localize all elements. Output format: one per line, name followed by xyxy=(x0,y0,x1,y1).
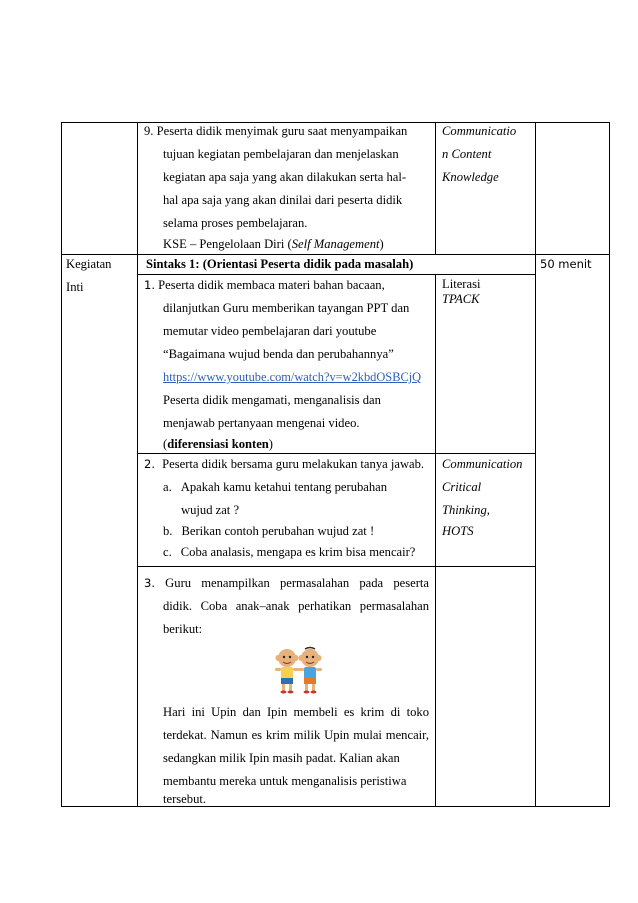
step2-skill-4: HOTS xyxy=(442,524,474,538)
step1-line-6: Peserta didik mengamati, menganalisis dan xyxy=(163,393,381,407)
row-divider-3 xyxy=(137,453,535,454)
col-divider-2 xyxy=(435,122,436,254)
step2-line-1: 2. Peserta didik bersama guru melakukan tanya jawab. xyxy=(144,457,425,471)
step1-skill-2: TPACK xyxy=(442,292,480,306)
row-divider-4 xyxy=(137,566,535,567)
step3-line-2: didik. Coba anak–anak perhatikan permasalahan xyxy=(163,599,429,613)
duration: 50 menit xyxy=(540,257,592,271)
row1-skill-1: Communicatio xyxy=(442,124,517,138)
step2-skill-1: Communication xyxy=(442,457,523,471)
boy-right xyxy=(298,648,322,694)
table-bottom-border xyxy=(61,806,609,807)
row1-kse: KSE – Pengelolaan Diri (Self Management) xyxy=(163,237,384,251)
row1-line-4: hal apa saja yang akan dinilai dari peserta didik xyxy=(163,193,403,207)
step3-line-1: 3. Guru menampilkan permasalahan pada peserta xyxy=(144,576,429,590)
row1-skill-3: Knowledge xyxy=(442,170,499,184)
step2-skill-2: Critical xyxy=(442,480,482,494)
step2-skill-3: Thinking, xyxy=(442,503,490,517)
row1-line-5: selama proses pembelajaran. xyxy=(163,216,308,230)
row1-line-1: 9. Peserta didik menyimak guru saat menyampaikan xyxy=(144,124,408,138)
step1-line-7: menjawab pertanyaan mengenai video. xyxy=(163,416,360,430)
step2-item-c: c. Coba analasis, mengapa es krim bisa mencair? xyxy=(163,545,416,559)
stage-label-line1: Kegiatan xyxy=(66,257,112,271)
row1-line-2: tujuan kegiatan pembelajaran dan menjelaskan xyxy=(163,147,399,161)
row1-skill-2: n Content xyxy=(442,147,492,161)
step2-item-a-cont: wujud zat ? xyxy=(181,503,240,517)
step1-line-4: “Bagaimana wujud benda dan perubahannya” xyxy=(163,347,394,361)
youtube-link[interactable]: https://www.youtube.com/watch?v=w2kbdOSBCjQ xyxy=(163,370,422,384)
step1-differentiation: (diferensiasi konten) xyxy=(163,437,273,451)
table-right-border xyxy=(609,122,610,807)
boy-left xyxy=(275,649,299,694)
col-divider-1 xyxy=(137,122,138,807)
table-left-border xyxy=(61,122,62,807)
upin-ipin-illustration xyxy=(272,644,326,694)
story-line-3: sedangkan milik Ipin masih padat. Kalian akan xyxy=(163,751,400,765)
story-line-2: terdekat. Namun es krim milik Upin mulai mencair, xyxy=(163,728,429,742)
step2-item-b: b. Berikan contoh perubahan wujud zat ! xyxy=(163,524,375,538)
row-divider-2 xyxy=(137,274,535,275)
story-line-1: Hari ini Upin dan Ipin membeli es krim di toko xyxy=(163,705,429,719)
step1-line-1: 1. Peserta didik membaca materi bahan bacaan, xyxy=(144,278,385,292)
step2-item-a: a. Apakah kamu ketahui tentang perubahan xyxy=(163,480,388,494)
story-line-4: membantu mereka untuk menganalisis peristiwa xyxy=(163,774,407,788)
col-divider-2b xyxy=(435,274,436,807)
story-line-5: tersebut. xyxy=(163,792,207,806)
step1-line-3: memutar video pembelajaran dari youtube xyxy=(163,324,377,338)
step1-line-2: dilanjutkan Guru memberikan tayangan PPT dan xyxy=(163,301,410,315)
row1-line-3: kegiatan apa saja yang akan dilakukan serta hal- xyxy=(163,170,407,184)
step1-skill-1: Literasi xyxy=(442,277,481,291)
table-top-border xyxy=(61,122,609,123)
syntax-title: Sintaks 1: (Orientasi Peserta didik pada masalah) xyxy=(146,257,414,271)
stage-label-line2: Inti xyxy=(66,280,84,294)
step3-line-3: berikut: xyxy=(163,622,203,636)
row-divider-1 xyxy=(61,254,609,255)
col-divider-3 xyxy=(535,122,536,807)
